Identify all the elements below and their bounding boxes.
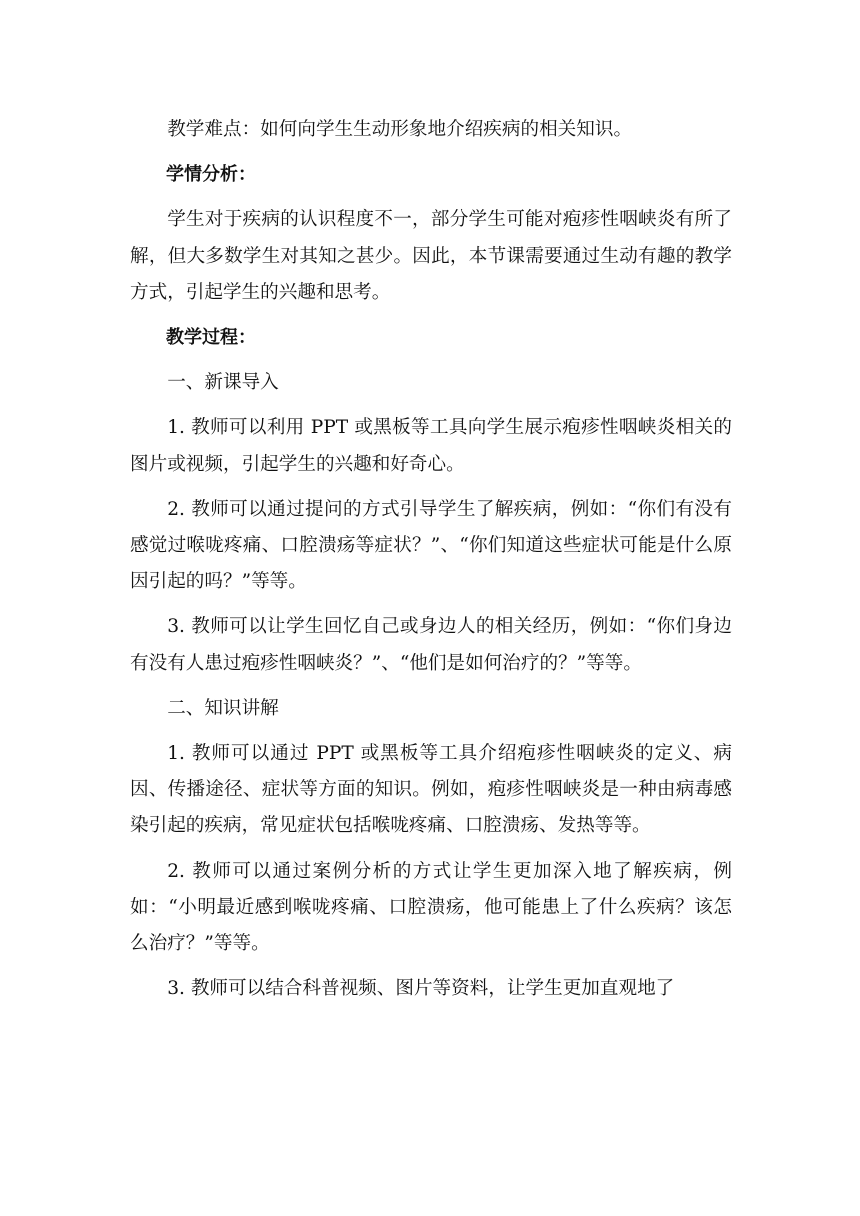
intro-item-3: 3. 教师可以让学生回忆自己或身边人的相关经历，例如：“你们身边有没有人患过疱疹性咽峡炎？”、“他们是如何治疗的？”等等。 — [130, 616, 732, 674]
section-heading-intro: 一、新课导入 — [167, 372, 279, 394]
teaching-difficulty-paragraph: 教学难点：如何向学生生动形象地介绍疾病的相关知识。 — [167, 119, 633, 140]
intro-item-2: 2. 教师可以通过提问的方式引导学生了解疾病，例如：“你们有没有感觉过喉咙疼痛、口腔溃疡等症状？”、“你们知道这些症状可能是什么原因引起的吗？”等等。 — [130, 498, 732, 593]
section-heading-knowledge: 二、知识讲解 — [167, 697, 279, 719]
knowledge-item-1: 1. 教师可以通过 PPT 或黑板等工具介绍疱疹性咽峡炎的定义、病因、传播途径、症状等方面的知识。例如，疱疹性咽峡炎是一种由病毒感染引起的疾病，常见症状包括喉咙疼痛、口腔溃疡、发热等等。 — [130, 743, 732, 837]
learning-analysis-heading: 学情分析： — [166, 164, 256, 186]
knowledge-item-3: 3. 教师可以结合科普视频、图片等资料，让学生更加直观地了 — [167, 978, 675, 1000]
intro-item-1: 1. 教师可以利用 PPT 或黑板等工具向学生展示疱疹性咽峡炎相关的图片或视频，引起学生的兴趣和好奇心。 — [130, 417, 732, 475]
learning-analysis-paragraph: 学生对于疾病的认识程度不一，部分学生可能对疱疹性咽峡炎有所了解，但大多数学生对其知之甚少。因此，本节课需要通过生动有趣的教学方式，引起学生的兴趣和思考。 — [130, 209, 732, 303]
teaching-process-heading: 教学过程： — [166, 327, 256, 349]
document-body — [130, 112, 732, 1016]
knowledge-item-2: 2. 教师可以通过案例分析的方式让学生更加深入地了解疾病，例如：“小明最近感到喉咙疼痛、口腔溃疡，他可能患上了什么疾病？该怎么治疗？”等等。 — [130, 860, 732, 955]
